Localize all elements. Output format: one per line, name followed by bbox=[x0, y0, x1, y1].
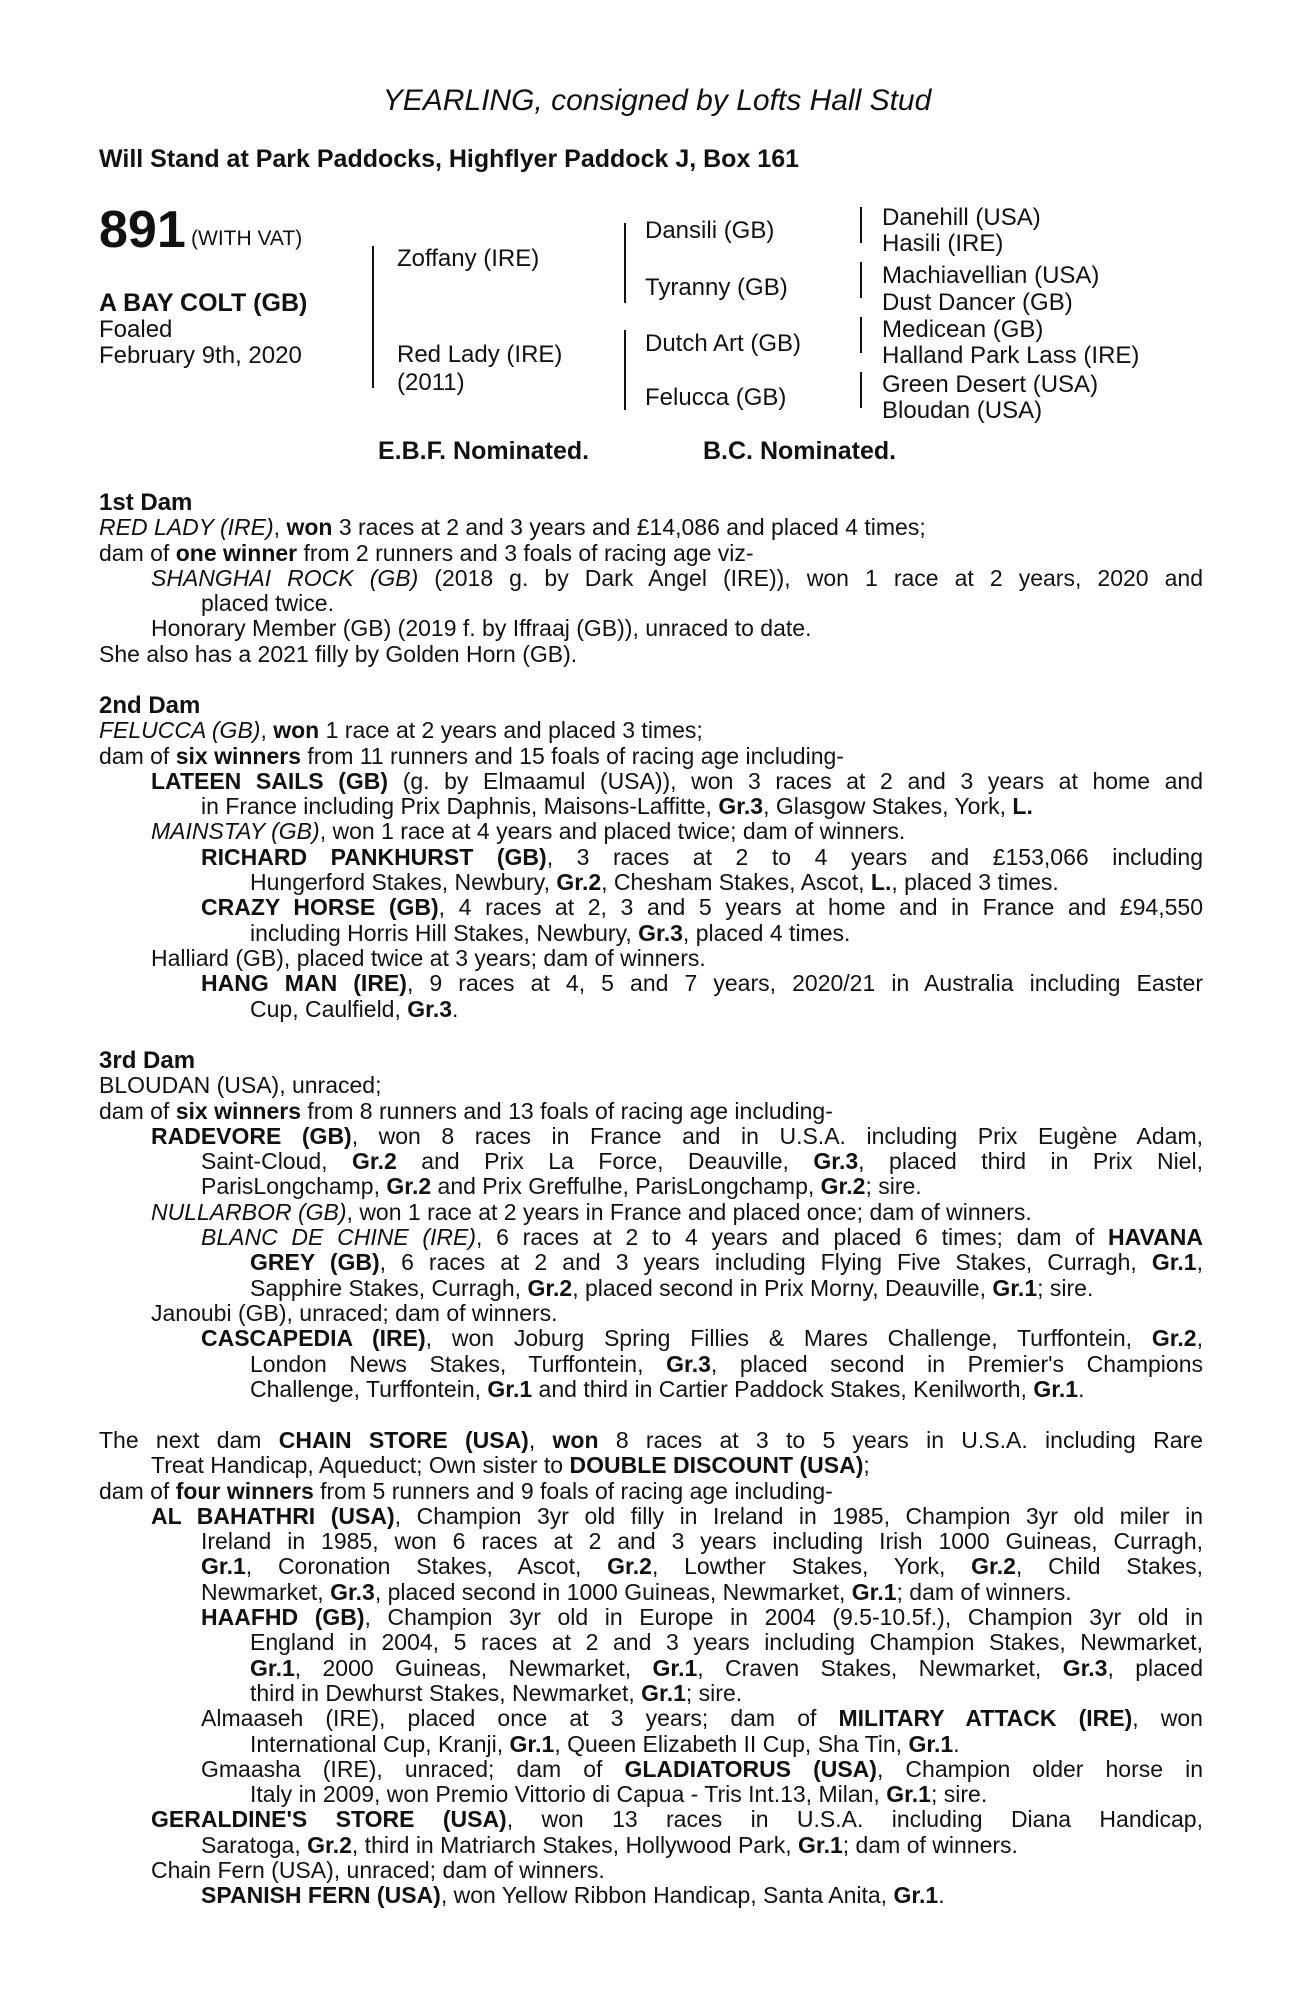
next-dam-line: GERALDINE'S STORE (USA), won 13 races in U.S.A. including Diana Handicap, bbox=[151, 1806, 1203, 1833]
first-dam-line: SHANGHAI ROCK (GB) (2018 g. by Dark Angel (IRE)), won 1 race at 2 years, 2020 and bbox=[151, 564, 1203, 591]
second-dam-line: MAINSTAY (GB), won 1 race at 4 years and placed twice; dam of winners. bbox=[151, 818, 906, 845]
next-dam-line: AL BAHATHRI (USA), Champion 3yr old filly in Ireland in 1985, Champion 3yr old miler in bbox=[151, 1502, 1204, 1529]
consignor-line: YEARLING, consigned by Lofts Hall Stud bbox=[382, 84, 932, 117]
second-dam-line: FELUCCA (GB), won 1 race at 2 years and placed 3 times; bbox=[99, 717, 703, 744]
first-dam-line: placed twice. bbox=[201, 590, 334, 617]
pedigree-brace-g2 bbox=[860, 262, 862, 298]
pedigree-brace-sire bbox=[624, 223, 626, 303]
pedigree-sire-dam: Tyranny (GB) bbox=[645, 274, 788, 301]
third-dam-line: BLANC DE CHINE (IRE), 6 races at 2 to 4 years and placed 6 times; dam of HAVANA bbox=[201, 1224, 1203, 1251]
third-dam-line: Challenge, Turffontein, Gr.1 and third in Cartier Paddock Stakes, Kenilworth, Gr.1. bbox=[250, 1375, 1085, 1402]
second-dam-line: Cup, Caulfield, Gr.3. bbox=[250, 995, 459, 1022]
first-dam-heading: 1st Dam bbox=[99, 489, 193, 516]
third-dam-line: BLOUDAN (USA), unraced; bbox=[99, 1072, 382, 1099]
third-dam-line: London News Stakes, Turffontein, Gr.3, placed second in Premier's Champions bbox=[250, 1350, 1203, 1377]
next-dam-line: dam of four winners from 5 runners and 9 foals of racing age including- bbox=[99, 1477, 833, 1504]
pedigree-sire-sire: Dansili (GB) bbox=[645, 217, 775, 244]
third-dam-line: ParisLongchamp, Gr.2 and Prix Greffulhe, ParisLongchamp, Gr.2; sire. bbox=[201, 1173, 922, 1200]
bc-nomination: B.C. Nominated. bbox=[703, 437, 897, 465]
second-dam-section bbox=[99, 693, 1203, 1022]
second-dam-line: in France including Prix Daphnis, Maisons-Laffitte, Gr.3, Glasgow Stakes, York, L. bbox=[201, 793, 1033, 820]
vat-label: (WITH VAT) bbox=[191, 227, 303, 250]
next-dam-line: Gr.1, Coronation Stakes, Ascot, Gr.2, Lowther Stakes, York, Gr.2, Child Stakes, bbox=[201, 1553, 1203, 1580]
next-dam-line: SPANISH FERN (USA), won Yellow Ribbon Handicap, Santa Anita, Gr.1. bbox=[201, 1882, 945, 1909]
next-dam-line: International Cup, Kranji, Gr.1, Queen Elizabeth II Cup, Sha Tin, Gr.1. bbox=[250, 1730, 960, 1757]
pedigree-g4: Dust Dancer (GB) bbox=[882, 289, 1073, 316]
first-dam-line: dam of one winner from 2 runners and 3 foals of racing age viz- bbox=[99, 539, 754, 566]
next-dam-line: The next dam CHAIN STORE (USA), won 8 races at 3 to 5 years in U.S.A. including Rare bbox=[99, 1427, 1203, 1453]
pedigree-brace-dam bbox=[624, 330, 626, 410]
next-dam-line: Gr.1, 2000 Guineas, Newmarket, Gr.1, Craven Stakes, Newmarket, Gr.3, placed bbox=[250, 1654, 1203, 1681]
pedigree-g2: Hasili (IRE) bbox=[882, 230, 1004, 257]
next-dam-line: Almaaseh (IRE), placed once at 3 years; dam of MILITARY ATTACK (IRE), won bbox=[201, 1705, 1203, 1732]
pedigree-brace-g4 bbox=[860, 372, 862, 408]
next-dam-line: Chain Fern (USA), unraced; dam of winners. bbox=[151, 1857, 605, 1884]
lot-description: A BAY COLT (GB) bbox=[99, 289, 308, 317]
first-dam-line: Honorary Member (GB) (2019 f. by Iffraaj (GB)), unraced to date. bbox=[151, 615, 812, 642]
pedigree-brace-g1 bbox=[860, 207, 862, 243]
third-dam-line: Janoubi (GB), unraced; dam of winners. bbox=[151, 1299, 558, 1326]
next-dam-line: HAAFHD (GB), Champion 3yr old in Europe in 2004 (9.5-10.5f.), Champion 3yr old in bbox=[201, 1604, 1203, 1631]
third-dam-line: CASCAPEDIA (IRE), won Joburg Spring Fillies & Mares Challenge, Turffontein, Gr.2, bbox=[201, 1325, 1203, 1352]
pedigree-brace-main bbox=[372, 246, 374, 388]
second-dam-line: Halliard (GB), placed twice at 3 years; dam of winners. bbox=[151, 944, 706, 971]
second-dam-line: including Horris Hill Stakes, Newbury, Gr.3, placed 4 times. bbox=[250, 919, 851, 946]
pedigree-brace-g3 bbox=[860, 317, 862, 353]
ebf-nomination: E.B.F. Nominated. bbox=[378, 437, 590, 465]
third-dam-line: Sapphire Stakes, Curragh, Gr.2, placed second in Prix Morny, Deauville, Gr.1; sire. bbox=[250, 1274, 1094, 1301]
pedigree-dam-year: (2011) bbox=[397, 369, 465, 396]
foaled-label: Foaled bbox=[99, 316, 173, 343]
next-dam-section bbox=[99, 1428, 1203, 1909]
pedigree-g6: Halland Park Lass (IRE) bbox=[882, 342, 1140, 369]
next-dam-line: Ireland in 1985, won 6 races at 2 and 3 years including Irish 1000 Guineas, Curragh, bbox=[201, 1528, 1203, 1555]
second-dam-heading: 2nd Dam bbox=[99, 692, 201, 719]
pedigree-dam-sire: Dutch Art (GB) bbox=[645, 330, 802, 357]
pedigree-g7: Green Desert (USA) bbox=[882, 371, 1099, 398]
next-dam-line: Newmarket, Gr.3, placed second in 1000 Guineas, Newmarket, Gr.1; dam of winners. bbox=[201, 1578, 1072, 1605]
pedigree-g8: Bloudan (USA) bbox=[882, 397, 1043, 424]
third-dam-line: dam of six winners from 8 runners and 13 foals of racing age including- bbox=[99, 1097, 833, 1124]
foaled-date: February 9th, 2020 bbox=[99, 342, 302, 369]
pedigree-sire: Zoffany (IRE) bbox=[397, 245, 540, 272]
lot-number: 891 bbox=[99, 201, 186, 259]
pedigree-g5: Medicean (GB) bbox=[882, 316, 1044, 343]
second-dam-line: RICHARD PANKHURST (GB), 3 races at 2 to 4 years and £153,066 including bbox=[201, 843, 1203, 870]
second-dam-line: HANG MAN (IRE), 9 races at 4, 5 and 7 years, 2020/21 in Australia including Easter bbox=[201, 970, 1203, 997]
next-dam-line: third in Dewhurst Stakes, Newmarket, Gr.1; sire. bbox=[250, 1679, 743, 1706]
next-dam-line: Treat Handicap, Aqueduct; Own sister to DOUBLE DISCOUNT (USA); bbox=[151, 1452, 870, 1479]
next-dam-line: Gmaasha (IRE), unraced; dam of GLADIATORUS (USA), Champion older horse in bbox=[201, 1755, 1203, 1782]
pedigree-dam: Red Lady (IRE) bbox=[397, 341, 563, 368]
next-dam-line: Saratoga, Gr.2, third in Matriarch Stakes, Hollywood Park, Gr.1; dam of winners. bbox=[201, 1831, 1018, 1858]
second-dam-line: CRAZY HORSE (GB), 4 races at 2, 3 and 5 years at home and in France and £94,550 bbox=[201, 894, 1203, 921]
third-dam-line: NULLARBOR (GB), won 1 race at 2 years in France and placed once; dam of winners. bbox=[151, 1198, 1032, 1225]
third-dam-line: GREY (GB), 6 races at 2 and 3 years including Flying Five Stakes, Curragh, Gr.1, bbox=[250, 1249, 1203, 1276]
second-dam-line: LATEEN SAILS (GB) (g. by Elmaamul (USA)), won 3 races at 2 and 3 years at home and bbox=[151, 767, 1203, 794]
third-dam-line: Saint-Cloud, Gr.2 and Prix La Force, Deauville, Gr.3, placed third in Prix Niel, bbox=[201, 1148, 1203, 1175]
next-dam-line: Italy in 2009, won Premio Vittorio di Capua - Tris Int.13, Milan, Gr.1; sire. bbox=[250, 1781, 988, 1808]
pedigree-g3: Machiavellian (USA) bbox=[882, 262, 1100, 289]
pedigree-dam-dam: Felucca (GB) bbox=[645, 384, 787, 411]
first-dam-line: RED LADY (IRE), won 3 races at 2 and 3 years and £14,086 and placed 4 times; bbox=[99, 514, 926, 541]
second-dam-line: Hungerford Stakes, Newbury, Gr.2, Chesham Stakes, Ascot, L., placed 3 times. bbox=[250, 869, 1059, 896]
first-dam-section bbox=[99, 490, 1203, 667]
third-dam-section bbox=[99, 1048, 1203, 1402]
pedigree-g1: Danehill (USA) bbox=[882, 204, 1041, 231]
third-dam-heading: 3rd Dam bbox=[99, 1047, 196, 1074]
next-dam-line: England in 2004, 5 races at 2 and 3 years including Champion Stakes, Newmarket, bbox=[250, 1629, 1203, 1656]
third-dam-line: RADEVORE (GB), won 8 races in France and in U.S.A. including Prix Eugène Adam, bbox=[151, 1122, 1203, 1149]
second-dam-line: dam of six winners from 11 runners and 15 foals of racing age including- bbox=[99, 742, 844, 769]
stand-location: Will Stand at Park Paddocks, Highflyer Paddock J, Box 161 bbox=[99, 145, 799, 173]
first-dam-line: She also has a 2021 filly by Golden Horn (GB). bbox=[99, 640, 578, 667]
